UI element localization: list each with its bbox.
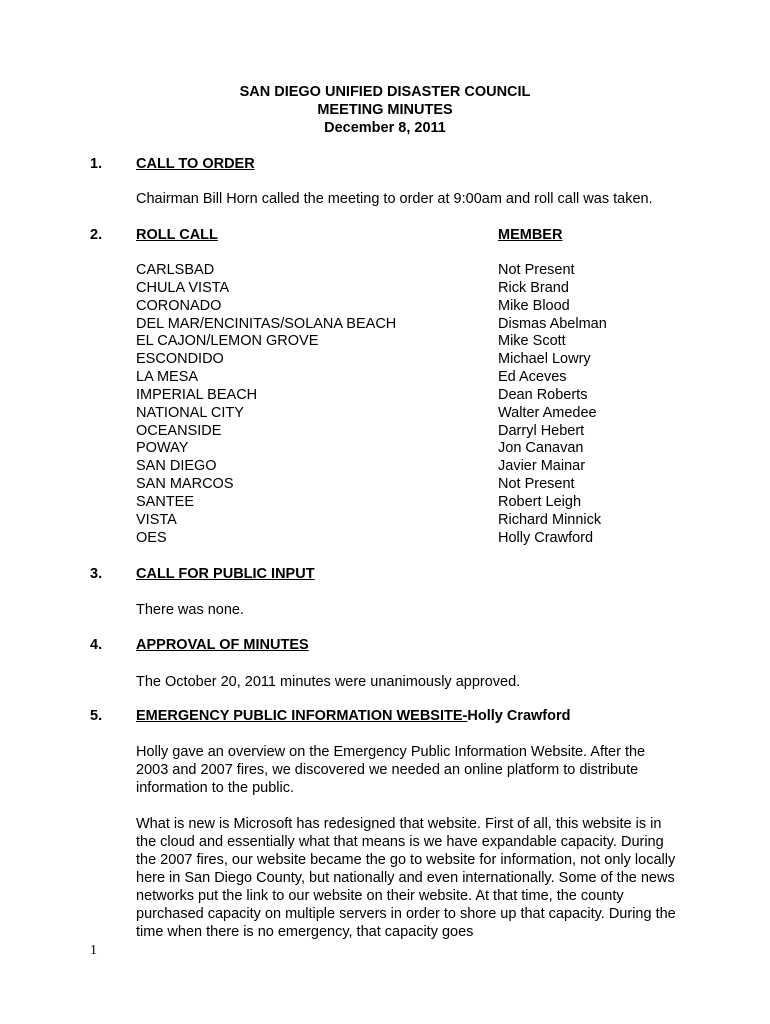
roll-call-city: EL CAJON/LEMON GROVE: [136, 333, 319, 350]
section-5-paragraph-1: Holly gave an overview on the Emergency Public Information Website. After the 2003 and 2007 fires, we discovered we needed an online platform to distribute information to the public.: [136, 744, 646, 796]
roll-call-member: Dismas Abelman: [498, 315, 607, 332]
roll-call-city: LA MESA: [136, 369, 199, 386]
roll-call-city: VISTA: [136, 511, 177, 528]
roll-call-city: POWAY: [136, 440, 189, 457]
section-3-title-text: CALL FOR PUBLIC INPUT: [136, 566, 315, 582]
roll-call-member: Ed Aceves: [498, 369, 567, 386]
roll-call-member: Not Present: [498, 476, 575, 493]
roll-call-cities: [136, 262, 396, 548]
section-5-paragraph-2: What is new is Microsoft has redesigned that website. First of all, this website is in the cloud and essentially what that means is we have expandable capacity. During the 2007 fires, our website became the go to website for information, not only locally here in San Diego County, but nationally and even internationally. Some of the news networks put the link to our website on their website. At that time, the county purchased capacity on multiple servers in order to shore up that capacity. During the time when there is no emergency, that capacity goes: [136, 816, 676, 940]
section-2-title: [136, 227, 218, 243]
section-3-body: There was none.: [136, 602, 245, 618]
council-name: SAN DIEGO UNIFIED DISASTER COUNCIL: [239, 84, 531, 100]
section-1-number: 1.: [90, 156, 103, 172]
roll-call-member: Mike Scott: [498, 333, 566, 350]
document-header: [0, 83, 770, 137]
roll-call-member: Javier Mainar: [498, 458, 586, 475]
section-4-body: The October 20, 2011 minutes were unanimously approved.: [136, 674, 521, 690]
roll-call-city: IMPERIAL BEACH: [136, 386, 258, 403]
section-4-title: [136, 637, 309, 653]
roll-call-member: Walter Amedee: [498, 404, 597, 421]
roll-call-member: Dean Roberts: [498, 386, 588, 403]
document-type: MEETING MINUTES: [317, 102, 453, 118]
roll-call-city: SAN MARCOS: [136, 476, 234, 493]
roll-call-member: Robert Leigh: [498, 493, 582, 510]
section-1-title-text: CALL TO ORDER: [136, 156, 255, 172]
section-2-title-text: ROLL CALL: [136, 227, 218, 243]
member-column-header: MEMBER: [498, 227, 563, 243]
section-3-title: [136, 566, 315, 582]
roll-call-member: Richard Minnick: [498, 511, 602, 528]
section-5-presenter: Holly Crawford: [467, 708, 571, 724]
roll-call-member: Holly Crawford: [498, 529, 594, 546]
roll-call-city: CORONADO: [136, 297, 222, 314]
roll-call-member: Mike Blood: [498, 297, 570, 314]
section-1-body: Chairman Bill Horn called the meeting to order at 9:00am and roll call was taken.: [136, 191, 653, 207]
roll-call-city: SAN DIEGO: [136, 458, 217, 475]
page-number: 1: [90, 943, 97, 958]
section-4-number: 4.: [90, 637, 103, 653]
section-2-number: 2.: [90, 227, 103, 243]
roll-call-member: Not Present: [498, 262, 575, 278]
roll-call-city: CARLSBAD: [136, 262, 215, 278]
roll-call-city: DEL MAR/ENCINITAS/SOLANA BEACH: [136, 315, 397, 332]
section-5-title-text: EMERGENCY PUBLIC INFORMATION WEBSITE-: [136, 708, 468, 724]
roll-call-members: [498, 262, 607, 548]
meeting-date: December 8, 2011: [324, 120, 446, 136]
section-4-title-text: APPROVAL OF MINUTES: [136, 637, 309, 653]
section-1-title: [136, 156, 255, 172]
roll-call-member: Jon Canavan: [498, 440, 584, 457]
roll-call-city: OCEANSIDE: [136, 422, 222, 439]
roll-call-member: Michael Lowry: [498, 351, 591, 368]
roll-call-city: ESCONDIDO: [136, 351, 224, 368]
roll-call-member: Darryl Hebert: [498, 422, 585, 439]
roll-call-city: SANTEE: [136, 493, 195, 510]
section-5-number: 5.: [90, 708, 103, 724]
section-5-title: [136, 708, 570, 724]
roll-call-city: NATIONAL CITY: [136, 404, 244, 421]
roll-call-member: Rick Brand: [498, 279, 569, 296]
roll-call-city: CHULA VISTA: [136, 279, 230, 296]
section-3-number: 3.: [90, 566, 103, 582]
roll-call-city: OES: [136, 529, 167, 546]
